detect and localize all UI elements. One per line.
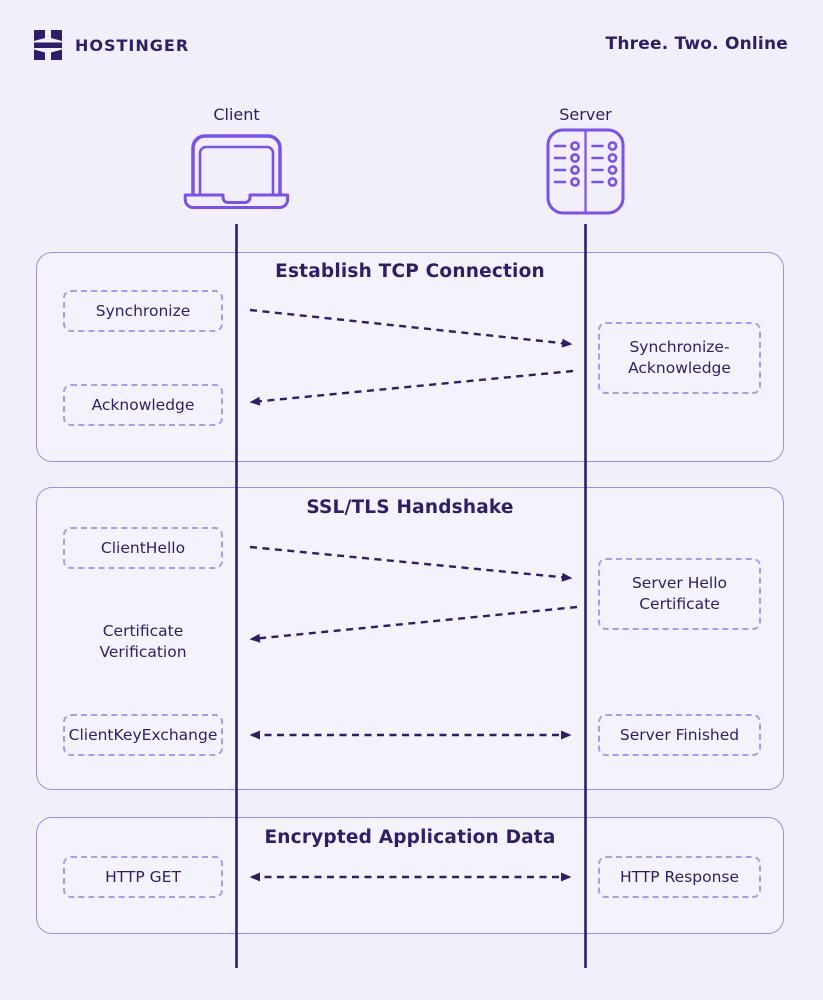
message-box-http-get: HTTP GET [63, 856, 223, 898]
client-actor-label: Client [213, 105, 260, 124]
message-box-clienthello: ClientHello [63, 527, 223, 569]
section-title-ssl-tls: SSL/TLS Handshake [306, 497, 514, 518]
message-line: Server Hello [631, 574, 728, 592]
message-box-server-hello-certificate [598, 558, 761, 630]
message-box-synchronize: Synchronize [63, 290, 223, 332]
message-line: Synchronize- [629, 338, 730, 356]
message-line: Certificate [639, 595, 720, 613]
section-title-encrypted-data: Encrypted Application Data [264, 827, 556, 848]
hostinger-logo-icon [30, 27, 66, 63]
message-box-synchronize-acknowledge [598, 322, 761, 394]
message-box-server-finished: Server Finished [598, 714, 761, 756]
server-rack-icon [546, 128, 625, 215]
message-box-http-response: HTTP Response [598, 856, 761, 898]
message-line: Acknowledge [628, 359, 731, 377]
laptop-icon [183, 131, 290, 214]
brand-wordmark: HOSTINGER [75, 36, 190, 55]
message-box-clientkeyexchange: ClientKeyExchange [63, 714, 223, 756]
message-box-acknowledge: Acknowledge [63, 384, 223, 426]
label-certificate-verification [53, 620, 233, 664]
message-line: Certificate [102, 622, 184, 640]
server-actor-label: Server [559, 105, 612, 124]
brand-tagline: Three. Two. Online [605, 34, 788, 54]
message-line: Verification [99, 643, 187, 661]
section-title-tcp: Establish TCP Connection [275, 261, 545, 282]
